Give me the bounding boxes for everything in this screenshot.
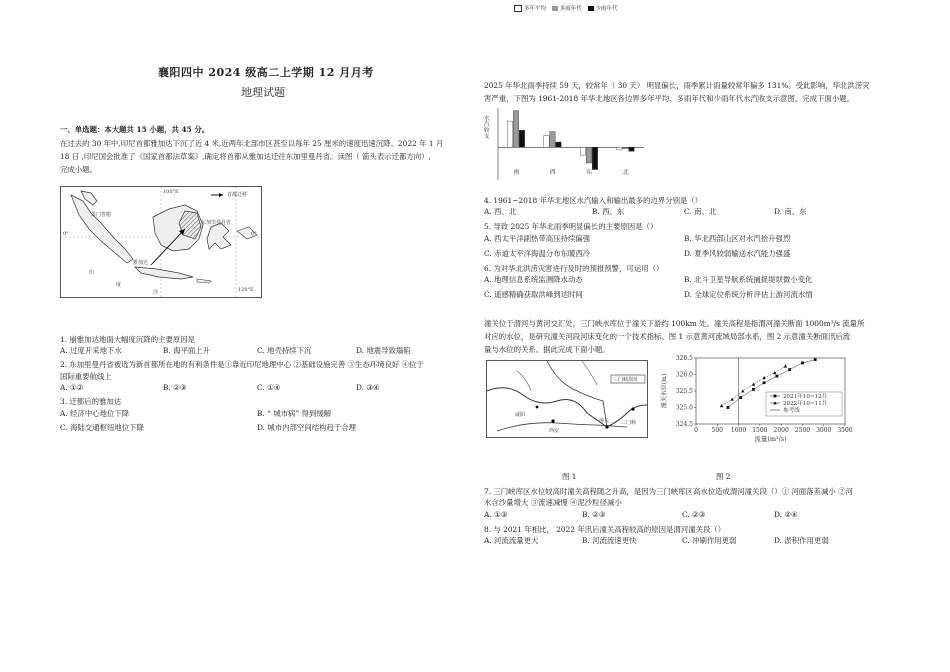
option[interactable]: D. 南、东 — [774, 207, 807, 217]
bar-北 — [617, 147, 622, 150]
option[interactable]: D. 淤积作用更弱 — [774, 536, 829, 546]
option-row — [60, 422, 480, 436]
intro-line: 18 日 ,印尼国会批准了《国家首都法草案》,确定将首都从雅加达迁往东加里曼丹省。读图（ 箭头表示迁都方向）, — [60, 151, 431, 161]
map-label: 0° — [251, 231, 257, 237]
bar-北 — [623, 147, 628, 148]
map-label: 三门峡坝址 — [613, 377, 639, 383]
intro-line: 2025 年华北雨季持续 59 天，较常年（ 30 天） 明显偏长，雨季累计雨量较常年偏多 131%。受此影响，华北洪涝灾 — [484, 81, 870, 90]
data-point-2021 — [775, 375, 778, 378]
x-axis-label: 流量(m³/s) — [754, 435, 787, 443]
data-point-2021 — [739, 396, 742, 399]
flow-level-chart — [660, 352, 853, 452]
intro-line: 害严重，下图为 1961-2018 年华北地区各边界多年平均、多雨年代和少雨年代水汽收支示意图。完成下面小题。 — [484, 93, 855, 103]
map-label: 潼关 — [599, 418, 610, 424]
question-stem: 1. 崩雅加达地面大幅度沉降的主要原因是 — [60, 335, 196, 344]
question-stem: 3. 迁都后的雅加达 — [60, 397, 122, 407]
map-label: 100°E — [163, 189, 179, 195]
exam-title: 襄阳四中 2024 级高二上学期 12 月月考 — [158, 66, 374, 79]
option[interactable]: D. ③④ — [356, 383, 380, 393]
bar-东 — [592, 147, 597, 169]
data-point-2022 — [741, 389, 744, 392]
bar-南 — [519, 130, 524, 147]
option-row — [484, 248, 914, 263]
question-stem: 8. 与 2021 年相比， 2022 年汛后潼关高程较高的原因是渭河潼关段（） — [484, 524, 726, 534]
bar-西 — [550, 132, 555, 148]
option-row — [484, 535, 924, 550]
intro-line: 量与水位的关系。据此完成下面小题。 — [484, 344, 610, 354]
category-label: 西 — [549, 169, 556, 176]
legend-label: 2022年10~11月 — [783, 401, 828, 407]
questions-right-2 — [484, 486, 924, 550]
yellow-river-map — [486, 360, 648, 438]
option[interactable]: D. 全球定位系统分析评估上游河流水情 — [684, 290, 813, 300]
map-legend: 首都迁移 — [227, 192, 248, 198]
question-stem-cont: 水含沙量增大 ③流速减慢 ④泥沙粒径减小 — [484, 498, 622, 508]
data-point-2022 — [720, 404, 723, 407]
option[interactable]: B. 北斗卫星导航系统捕捉堤坝微小变化 — [684, 275, 813, 285]
option-row — [60, 408, 480, 422]
option[interactable]: C. 冲刷作用更弱 — [682, 536, 737, 546]
option[interactable]: A. 河流流量更大 — [484, 536, 539, 546]
option[interactable]: B. 华北西部山区对水汽抬升强烈 — [684, 233, 791, 243]
data-point-2021 — [788, 368, 791, 371]
questions-left — [60, 334, 480, 436]
option[interactable]: C. 赤道太平洋海温分布东暖西冷 — [484, 248, 591, 258]
option[interactable]: A. ①② — [60, 383, 84, 393]
bar-西 — [556, 142, 561, 147]
data-point-2022 — [730, 397, 733, 400]
legend-label: 多年平均 — [524, 6, 547, 12]
option[interactable]: B. ②③ — [163, 383, 187, 393]
chart-ylabel: 水汽收支 — [484, 116, 490, 141]
category-label: 南 — [513, 169, 520, 176]
intro-line: 潼关位于渭河与黄河交汇处，三门峡水库位于潼关下游约 100km 处。潼关高程是指渭河潼关断面 1000m³/s 流量所 — [484, 319, 865, 328]
y-tick-label: 326.0 — [675, 371, 693, 379]
data-point-2022 — [773, 371, 776, 374]
option-row — [60, 345, 480, 359]
questions-right — [484, 195, 914, 304]
option[interactable]: A. 地理信息系统监测降水动态 — [484, 275, 583, 285]
option[interactable]: A. 经济中心地位下降 — [60, 408, 130, 418]
option-row — [484, 233, 914, 248]
x-tick-label: 3000 — [816, 427, 832, 434]
option[interactable]: B. 河流流速更快 — [582, 536, 637, 546]
intro-line: 完成小题。 — [60, 164, 97, 174]
option[interactable]: B. 西、东 — [592, 207, 625, 217]
intro-line: 在过去的 30 年中,印尼首都雅加达下沉了近 4 米,近两年北部市区甚至以每年 25 厘米的速度迅速沉降。2022 年 1 月 — [60, 139, 444, 148]
data-point-2022 — [762, 376, 765, 379]
legend-marker — [774, 395, 777, 398]
x-tick-label: 3500 — [837, 427, 853, 434]
option[interactable]: B. 海平面上升 — [163, 346, 211, 356]
option-row — [484, 274, 914, 289]
map-label: 度 — [116, 282, 122, 288]
fig1-caption: 图 1 — [562, 472, 577, 481]
question-stem: 2. 东加里曼丹省被选为新首都所在地的有利条件是①靠近印尼地理中心 ②基础设施完善 ③生态环境良好 ④位于 — [60, 360, 424, 370]
legend-label: 少雨年代 — [595, 6, 618, 12]
option-row — [60, 382, 480, 396]
indonesia-map-svg — [61, 187, 261, 297]
bar-南 — [507, 121, 512, 147]
question-stem: 5. 导致 2025 年华北雨季明显偏长的主要原因是（） — [484, 222, 658, 232]
question-stem-cont: 国际重要航线上 — [60, 371, 112, 381]
option[interactable]: C. ②③ — [682, 509, 706, 519]
map-label: 东加里曼丹省 — [201, 220, 232, 226]
data-point-2021 — [763, 381, 766, 384]
option[interactable]: C. ①④ — [257, 383, 281, 393]
option[interactable]: D. ②④ — [774, 509, 798, 519]
legend-label: 参考线 — [783, 408, 800, 414]
flow-level-svg — [660, 352, 853, 452]
x-tick-label: 2500 — [794, 427, 811, 434]
map-label: 苏门答腊 — [91, 212, 112, 218]
question-stem: 7. 三门峡库区水位较高时潼关高程随之升高，是因为三门峡库区高水位造成渭河潼关段（）① 河面落差减小 ②河 — [484, 487, 853, 496]
option-row — [484, 509, 924, 524]
legend-label: 多雨年代 — [559, 6, 582, 12]
bar-北 — [629, 147, 634, 151]
option[interactable]: D. 城市内部空间结构趋于合理 — [257, 422, 357, 432]
question-stem: 4. 1961~2018 年华北地区水汽输入和输出最多的边界分别是（） — [484, 196, 703, 205]
legend-label: 2021年10~12月 — [783, 394, 828, 400]
option[interactable]: B. ②③ — [582, 509, 606, 519]
data-point-2021 — [801, 362, 804, 365]
vapor-bar-chart — [484, 4, 654, 184]
x-tick-label: 2000 — [773, 427, 789, 434]
map-label: 三门峡 — [621, 420, 637, 426]
bar-东 — [580, 147, 585, 155]
option[interactable]: D. 夏季风较弱输送水汽能力强盛 — [684, 248, 791, 258]
section-intro — [60, 138, 480, 177]
data-point-2022 — [784, 364, 787, 367]
option[interactable]: A. 西、北 — [484, 207, 517, 217]
category-label: 东 — [586, 169, 593, 176]
map-label: 雅加达 — [133, 260, 149, 266]
option[interactable]: B. “ 城市病” 得到缓解 — [257, 408, 332, 418]
map-label: 咸阳 — [515, 412, 526, 418]
option[interactable]: C. 南、北 — [684, 207, 717, 217]
y-tick-label: 325.0 — [675, 404, 693, 412]
bar-chart-svg — [484, 4, 654, 184]
map-label: 西安 — [549, 428, 560, 434]
x-tick-label: 1500 — [752, 427, 768, 434]
option[interactable]: C. 遥感精确获取洪峰到达时间 — [484, 290, 583, 300]
option[interactable]: D. 地震导致塌陷 — [356, 346, 411, 356]
bar-西 — [544, 135, 549, 147]
data-point-2022 — [752, 383, 755, 386]
x-tick-label: 500 — [711, 427, 724, 434]
data-point-2021 — [727, 406, 730, 409]
y-tick-label: 324.5 — [675, 421, 693, 428]
y-axis-label: 潼关水位(m) — [661, 373, 668, 409]
option[interactable]: C. 地壳持续下沉 — [257, 346, 312, 356]
indonesia-map — [60, 186, 262, 298]
bar-南 — [513, 111, 518, 148]
intro-line: 对应的水位，是研究潼关河段河床变化的一个技术指标。图 1 示意黄河流域局部水系，图 2 示意潼关断面汛后流 — [484, 331, 851, 341]
question-stem: 6. 为对华北洪涝灾害进行及时的预报预警，可运用（） — [484, 263, 664, 273]
option[interactable]: C. 海陆交通枢纽地位下降 — [60, 422, 144, 432]
option[interactable]: A. 过度开采地下水 — [60, 346, 122, 356]
bar-东 — [586, 147, 591, 163]
map-label: 洋 — [153, 290, 159, 296]
option[interactable]: A. 西太平洋副热带高压持续偏强 — [484, 233, 591, 243]
y-tick-label: 325.5 — [675, 388, 693, 395]
data-point-2021 — [814, 358, 817, 361]
x-tick-label: 1000 — [730, 427, 747, 434]
x-tick-label: 0 — [694, 427, 698, 434]
option-row — [484, 289, 914, 304]
fig2-caption: 图 2 — [716, 472, 731, 481]
map-label: 印 — [89, 270, 95, 276]
exam-subtitle: 地理试题 — [241, 86, 285, 99]
option[interactable]: A. ①③ — [484, 509, 508, 519]
map-label: 0° — [63, 231, 69, 237]
y-tick-label: 326.5 — [675, 355, 693, 362]
map-label: 120°E — [238, 287, 254, 293]
data-point-2021 — [752, 388, 755, 391]
category-label: 北 — [622, 169, 629, 176]
option-row — [484, 206, 914, 221]
section-heading: 一、单选题：本大题共 15 小题，共 45 分。 — [60, 125, 210, 134]
